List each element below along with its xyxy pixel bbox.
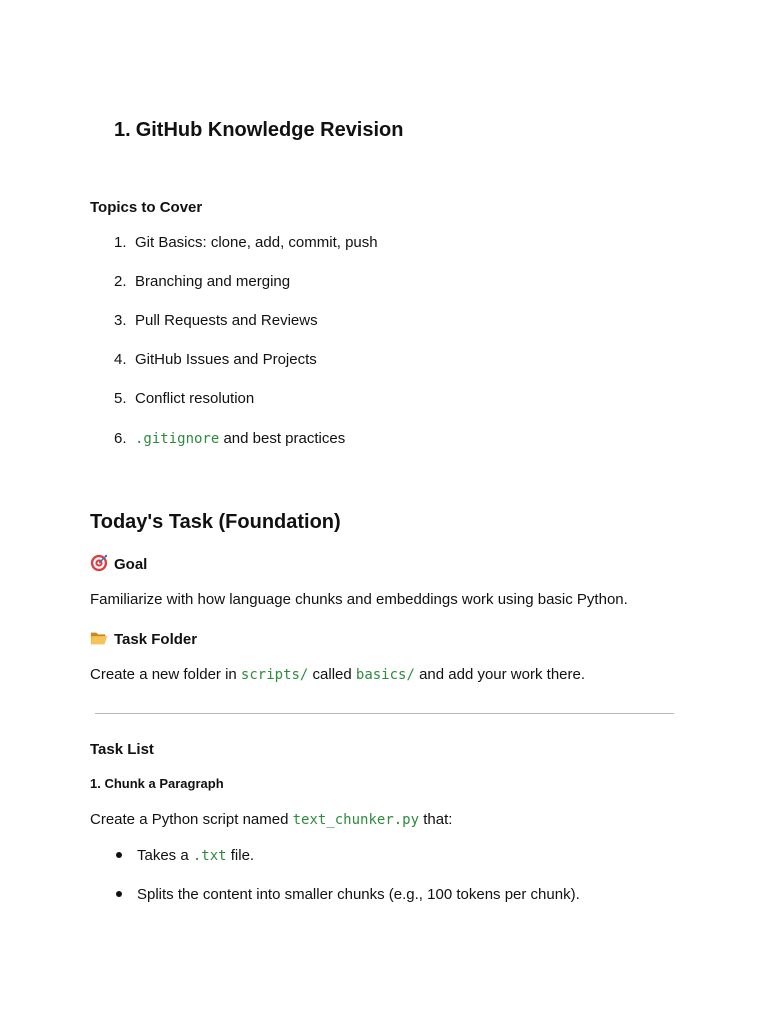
topics-heading: Topics to Cover <box>90 199 203 216</box>
list-number: 3. <box>114 312 127 329</box>
goal-text: Familiarize with how language chunks and embeddings work using basic Python. <box>90 591 628 608</box>
inline-code: scripts/ <box>240 667 309 683</box>
text-segment: Takes a <box>137 847 193 864</box>
target-icon <box>90 554 108 572</box>
list-number: 1. <box>114 234 127 251</box>
list-item <box>114 311 318 331</box>
text-segment: Create a new folder in <box>90 666 241 683</box>
inline-code: text_chunker.py <box>292 812 420 828</box>
list-item-text: Conflict resolution <box>135 390 255 407</box>
task-list-heading: Task List <box>90 741 154 758</box>
list-number: 6. <box>114 430 127 447</box>
list-item <box>114 233 378 253</box>
section-number: 1. <box>114 119 131 141</box>
list-item-text: Branching and merging <box>135 273 291 290</box>
text-segment: file. <box>226 847 255 864</box>
task-folder-heading <box>90 629 197 650</box>
list-item-text: and best practices <box>219 430 346 447</box>
list-item <box>114 389 254 409</box>
task-folder-heading-text: Task Folder <box>114 631 198 648</box>
subtask-heading: 1. Chunk a Paragraph <box>90 776 224 791</box>
text-segment: called <box>308 666 356 683</box>
list-number: 5. <box>114 390 127 407</box>
task-title: Today's Task (Foundation) <box>90 511 341 533</box>
list-item-text: GitHub Issues and Projects <box>135 351 317 368</box>
bullet <box>116 852 122 858</box>
list-number: 2. <box>114 273 127 290</box>
list-item <box>114 429 345 449</box>
list-item <box>114 350 317 370</box>
list-item <box>114 846 254 866</box>
inline-code: .txt <box>192 848 227 864</box>
divider <box>95 713 674 714</box>
task-folder-text <box>90 665 585 685</box>
text-segment: that: <box>419 811 453 828</box>
subtask-intro <box>90 810 452 830</box>
text-segment: and add your work there. <box>414 666 586 683</box>
section-title: GitHub Knowledge Revision <box>135 119 404 141</box>
page-title <box>114 117 403 143</box>
list-number: 4. <box>114 351 127 368</box>
goal-heading-text: Goal <box>114 556 148 573</box>
inline-code: .gitignore <box>135 431 220 447</box>
list-item <box>114 885 580 905</box>
list-item <box>114 272 290 292</box>
open-folder-icon <box>90 629 108 647</box>
list-item-text: Pull Requests and Reviews <box>135 312 318 329</box>
inline-code: basics/ <box>355 667 415 683</box>
goal-heading <box>90 554 147 575</box>
list-item-text: Git Basics: clone, add, commit, push <box>135 234 378 251</box>
text-segment: Create a Python script named <box>90 811 293 828</box>
text-segment: Splits the content into smaller chunks (e.g., 100 tokens per chunk). <box>137 886 580 903</box>
bullet <box>116 891 122 897</box>
